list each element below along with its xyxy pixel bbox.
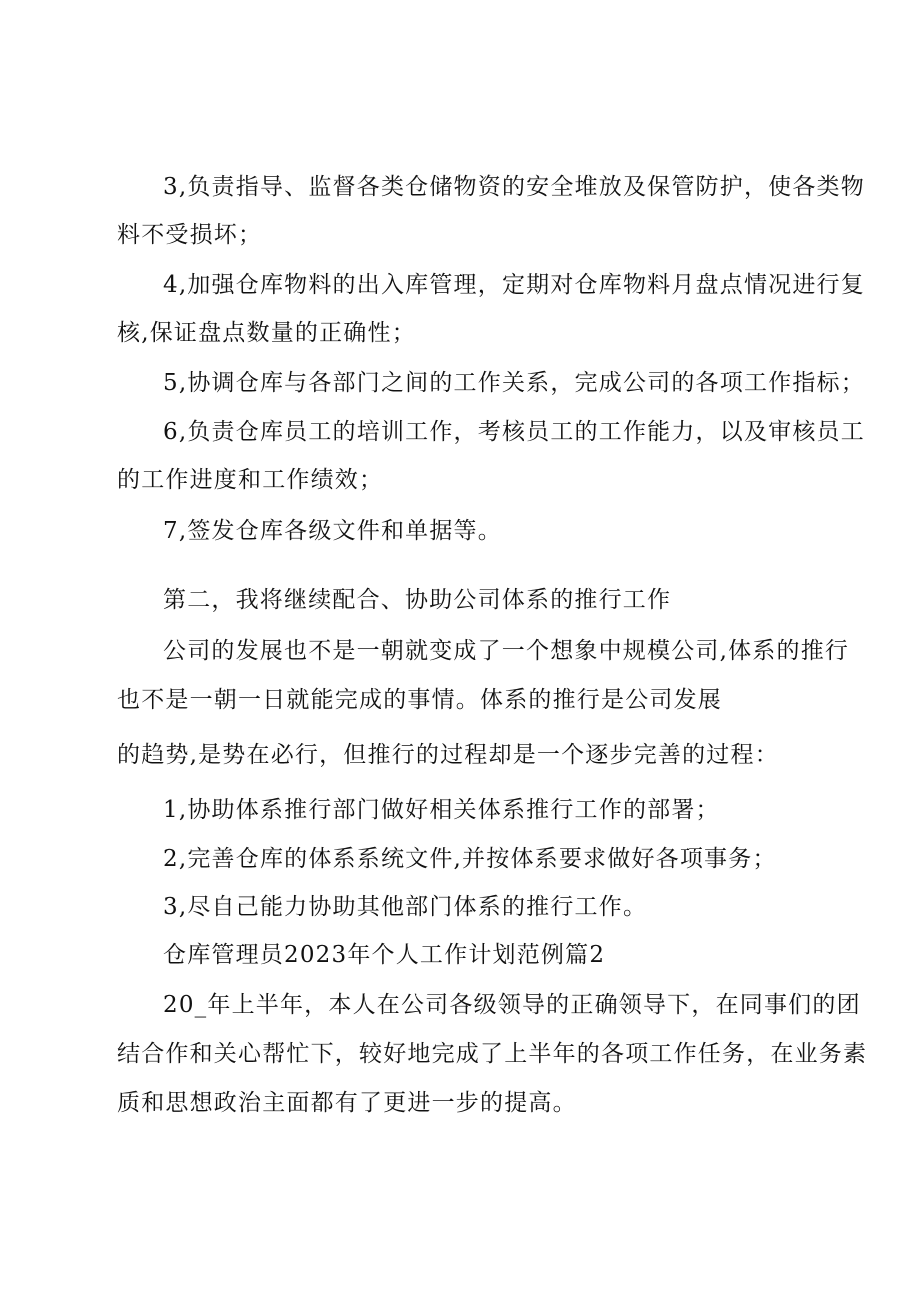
list-item-4-line-2: 核,保证盘点数量的正确性；	[117, 320, 416, 346]
list-item-7: 7,签发仓库各级文件和单据等。	[163, 518, 502, 544]
paragraph-line-2: 也不是一朝一日就能完成的事情。体系的推行是公司发展	[117, 687, 722, 713]
sub-item-1: 1,协助体系推行部门做好相关体系推行工作的部署；	[163, 797, 720, 823]
list-item-3-line-1: 3,负责指导、监督各类仓储物资的安全堆放及保管防护，使各类物	[163, 174, 865, 200]
intro-line-2: 结合作和关心帮忙下，较好地完成了上半年的各项工作任务，在业务素	[117, 1041, 868, 1067]
article-title: 仓库管理员2023年个人工作计划范例篇2	[163, 942, 606, 968]
intro-line-1: 20_年上半年，本人在公司各级领导的正确领导下，在同事们的团	[163, 992, 861, 1018]
list-item-6-line-1: 6,负责仓库员工的培训工作，考核员工的工作能力，以及审核员工	[163, 419, 865, 445]
list-item-6-line-2: 的工作进度和工作绩效；	[117, 467, 384, 493]
paragraph-line-3: 的趋势,是势在必行，但推行的过程却是一个逐步完善的过程：	[117, 742, 779, 768]
intro-line-3: 质和思想政治主面都有了更进一步的提高。	[117, 1090, 577, 1116]
list-item-3-line-2: 料不受损坏；	[117, 222, 263, 248]
paragraph-line-1: 公司的发展也不是一朝就变成了一个想象中规模公司,体系的推行	[163, 638, 850, 664]
section-heading-second: 第二，我将继续配合、协助公司体系的推行工作	[163, 587, 672, 613]
list-item-5: 5,协调仓库与各部门之间的工作关系，完成公司的各项工作指标；	[163, 370, 865, 396]
sub-item-2: 2,完善仓库的体系系统文件,并按体系要求做好各项事务；	[163, 846, 777, 872]
list-item-4-line-1: 4,加强仓库物料的出入库管理，定期对仓库物料月盘点情况进行复	[163, 272, 865, 298]
sub-item-3: 3,尽自己能力协助其他部门体系的推行工作。	[163, 894, 648, 920]
